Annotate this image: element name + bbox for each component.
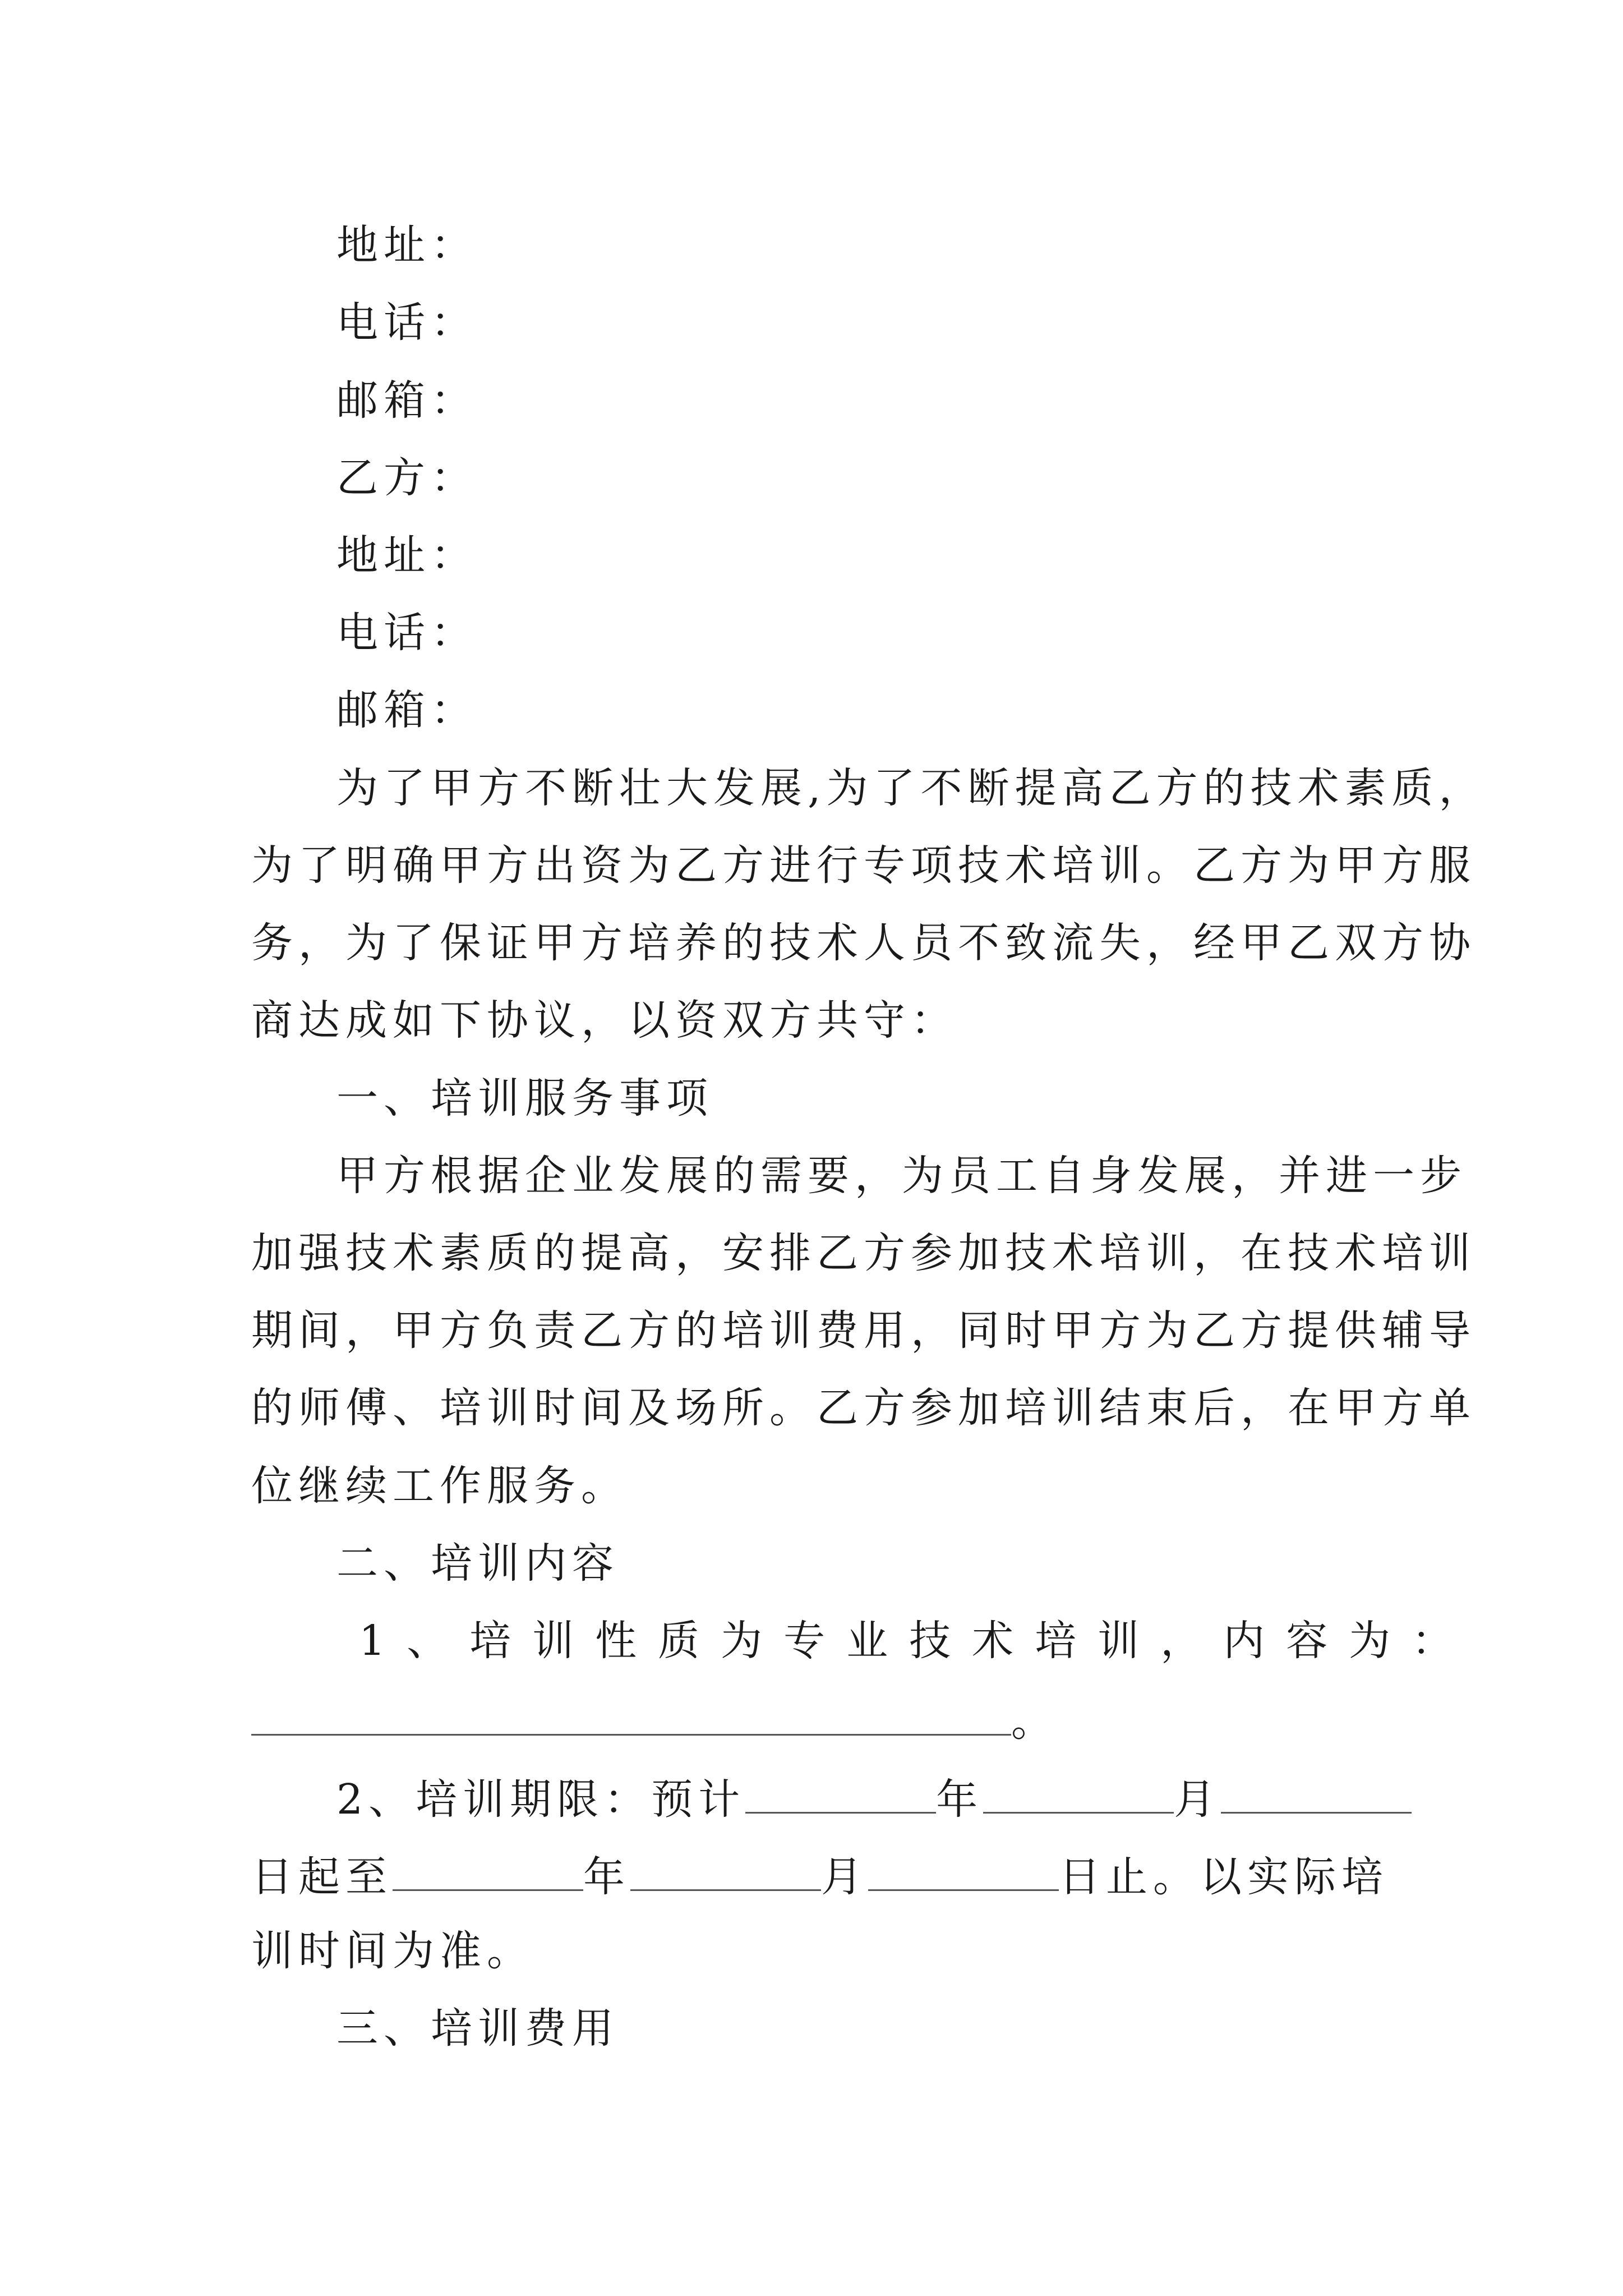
preamble-line: 务，为了保证甲方培养的技术人员不致流失，经甲乙双方协 [251, 919, 1476, 967]
section2-heading: 二、培训内容 [336, 1539, 619, 1588]
section3-heading: 三、培训费用 [336, 2004, 619, 2053]
content-blank[interactable] [251, 1690, 1011, 1736]
year-label: 年 [583, 1853, 630, 1901]
section2-item1-answer-line [251, 1690, 1378, 1746]
item1-end-mark: 。 [1011, 1697, 1058, 1746]
section2-item2-line3: 训时间为准。 [251, 1927, 534, 1975]
party-b-phone-label: 电话： [336, 609, 478, 657]
section1-line: 甲方根据企业发展的需要，为员工自身发展，并进一步 [336, 1152, 1467, 1200]
section2-item2-line2 [251, 1846, 1389, 1902]
section2-item2-line1 [336, 1768, 1378, 1824]
party-a-phone-label: 电话： [336, 298, 478, 347]
start-month-blank[interactable] [983, 1768, 1174, 1814]
party-b-address-label: 地址： [336, 531, 478, 579]
section2-item1-text: 1、培训性质为专业技术培训，内容为： [359, 1617, 1475, 1665]
month-label: 月 [1174, 1775, 1221, 1824]
section1-line: 期间，甲方负责乙方的培训费用，同时甲方为乙方提供辅导 [251, 1306, 1476, 1355]
month-label: 月 [821, 1853, 868, 1901]
end-day-blank[interactable] [868, 1846, 1059, 1891]
start-year-blank[interactable] [745, 1768, 936, 1814]
start-day-blank[interactable] [1221, 1768, 1412, 1814]
section1-line: 的师傅、培训时间及场所。乙方参加培训结束后，在甲方单 [251, 1384, 1476, 1432]
end-year-blank[interactable] [393, 1846, 583, 1891]
preamble-line: 为了明确甲方出资为乙方进行专项技术培训。乙方为甲方服 [251, 841, 1476, 890]
item2-prefix: 2、培训期限：预计 [336, 1775, 746, 1824]
day-from-label: 日起至 [251, 1853, 393, 1901]
preamble-line: 商达成如下协议，以资双方共守： [251, 996, 958, 1045]
section1-heading: 一、培训服务事项 [336, 1074, 713, 1122]
end-month-blank[interactable] [630, 1846, 821, 1891]
party-b-label: 乙方： [336, 454, 478, 502]
day-to-label: 日止。以实际培 [1059, 1853, 1389, 1901]
year-label: 年 [936, 1775, 984, 1824]
party-b-email-label: 邮箱： [336, 686, 478, 734]
party-a-address-label: 地址： [336, 221, 478, 269]
preamble-line: 为了甲方不断壮大发展,为了不断提高乙方的技术素质， [336, 764, 1486, 812]
section1-line: 位继续工作服务。 [251, 1462, 628, 1510]
party-a-email-label: 邮箱： [336, 376, 478, 425]
section1-line: 加强技术素质的提高，安排乙方参加技术培训，在技术培训 [251, 1229, 1476, 1277]
